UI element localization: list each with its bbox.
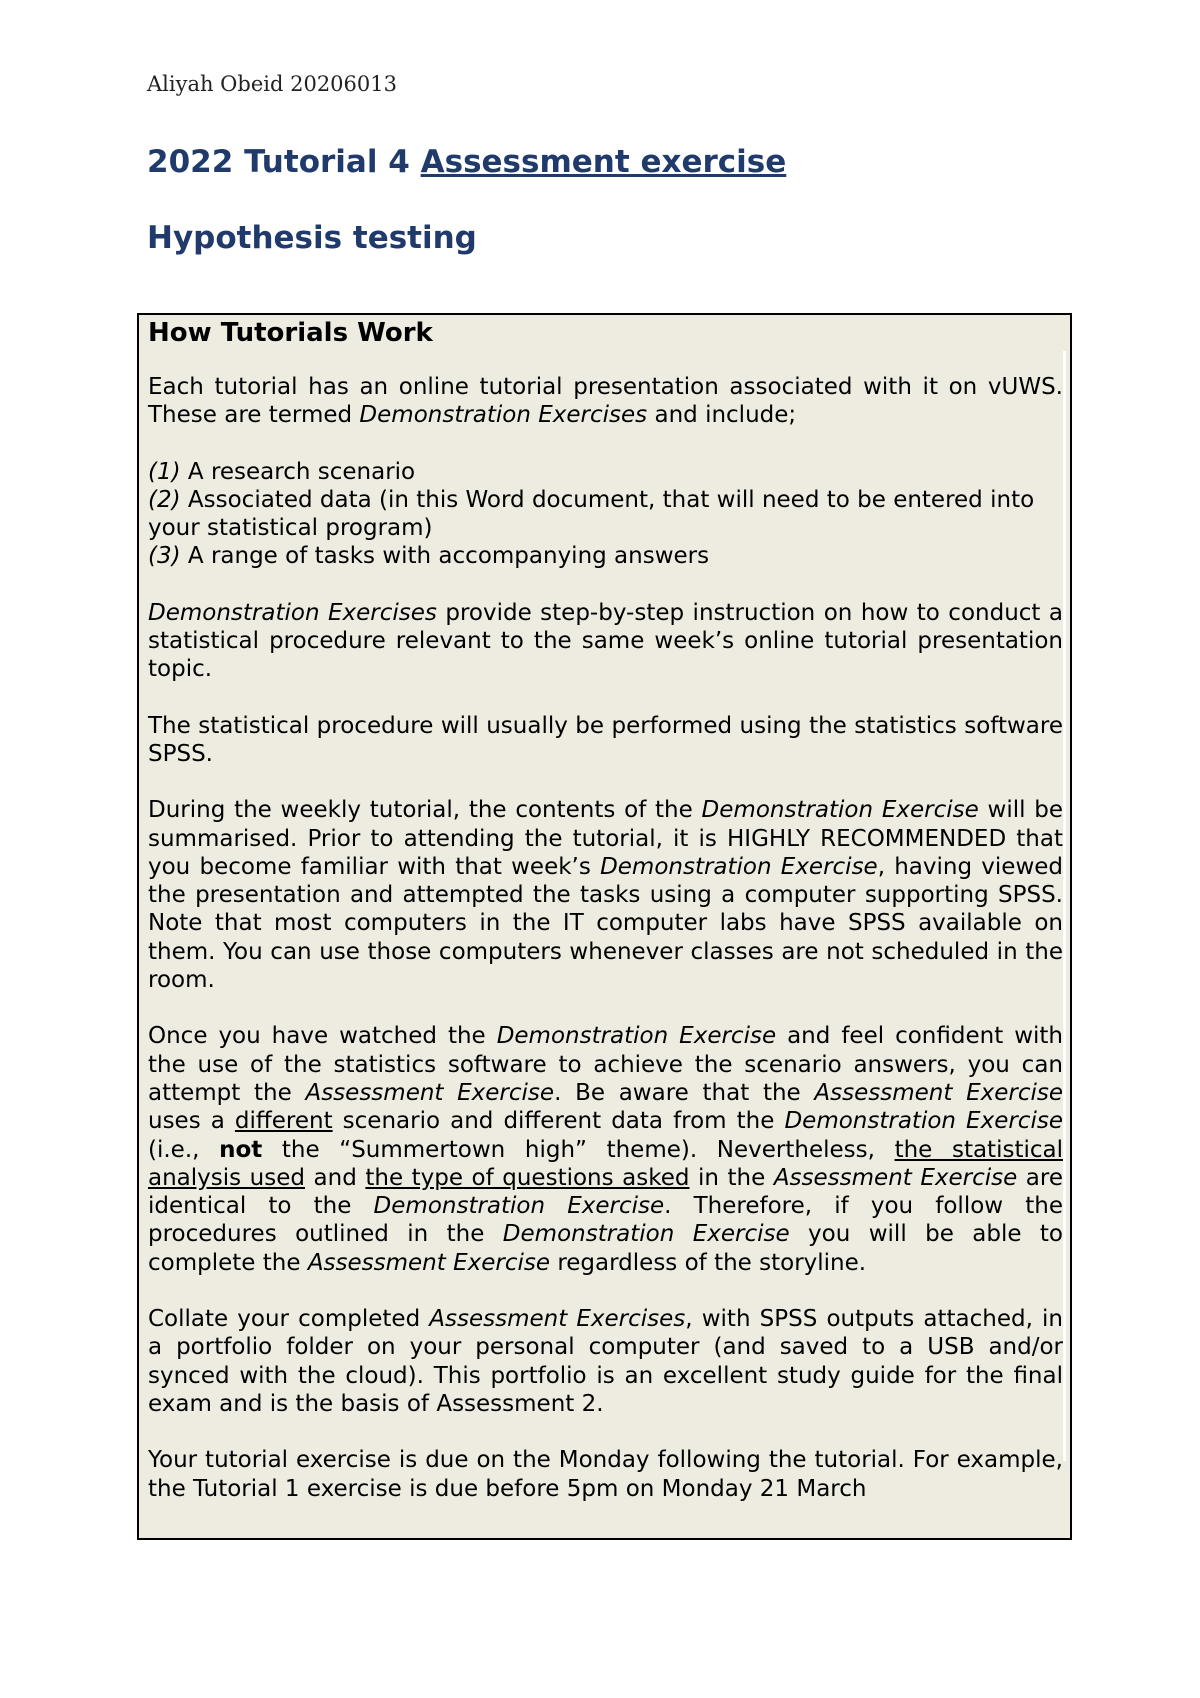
box-title: How Tutorials Work — [148, 318, 433, 348]
title-prefix: 2022 Tutorial 4 — [147, 144, 421, 180]
paragraph-intro: Each tutorial has an online tutorial presentation associated with it on vUWS. These are termed Demonstration Exercises and include; — [148, 374, 1063, 429]
list-item: (3) A range of tasks with accompanying answers — [148, 543, 710, 570]
paragraph-procedure: The statistical procedure will usually be performed using the statistics software SPSS. — [148, 712, 1063, 767]
how-tutorials-work-box — [137, 313, 1072, 1540]
author-line: Aliyah Obeid 20206013 — [147, 72, 397, 96]
title-underlined: Assessment exercise — [420, 144, 787, 180]
paragraph-weekly-tutorial: During the weekly tutorial, the contents of the Demonstration Exercise will be summarised. Prior to attending the tutorial, it is HIGHLY RECOMMENDED that you become familiar with that week’s Demonstration Exercise, having viewed the presentation and attempted the tasks using a computer supporting SPSS. Note that most computers in the IT computer labs have SPSS available on them. You can use those computers whenever classes are not scheduled in the room. — [148, 797, 1063, 994]
box-edge-highlight — [1063, 351, 1066, 1461]
paragraph-assessment: Once you have watched the Demonstration Exercise and feel confident with the use of the statistics software to achieve the scenario answers, you can attempt the Assessment Exercise. Be aware that the Assessment Exercise uses a different scenario and different data from the Demonstration Exercise (i.e., not the “Summertown high” theme). Nevertheless, the statistical analysis used and the type of questions asked in the Assessment Exercise are identical to the Demonstration Exercise. Therefore, if you follow the procedures outlined in the Demonstration Exercise you will be able to complete the Assessment Exercise regardless of the storyline. — [148, 1023, 1064, 1276]
list-item: (2) Associated data (in this Word document, that will need to be entered into your statistical program) — [148, 486, 1035, 542]
paragraph-demonstration: Demonstration Exercises provide step-by-step instruction on how to conduct a statistical procedure relevant to the same week’s online tutorial presentation topic. — [148, 599, 1063, 683]
document-subtitle: Hypothesis testing — [147, 220, 477, 256]
paragraph-due-date: Your tutorial exercise is due on the Monday following the tutorial. For example, the Tutorial 1 exercise is due before 5pm on Monday 21 March — [148, 1447, 1063, 1502]
document-title — [147, 144, 786, 180]
list-item: (1) A research scenario — [148, 458, 416, 485]
paragraph-portfolio: Collate your completed Assessment Exercises, with SPSS outputs attached, in a portfolio folder on your personal computer (and saved to a USB and/or synced with the cloud). This portfolio is an excellent study guide for the final exam and is the basis of Assessment 2. — [148, 1306, 1064, 1417]
box-content — [148, 315, 1063, 1503]
